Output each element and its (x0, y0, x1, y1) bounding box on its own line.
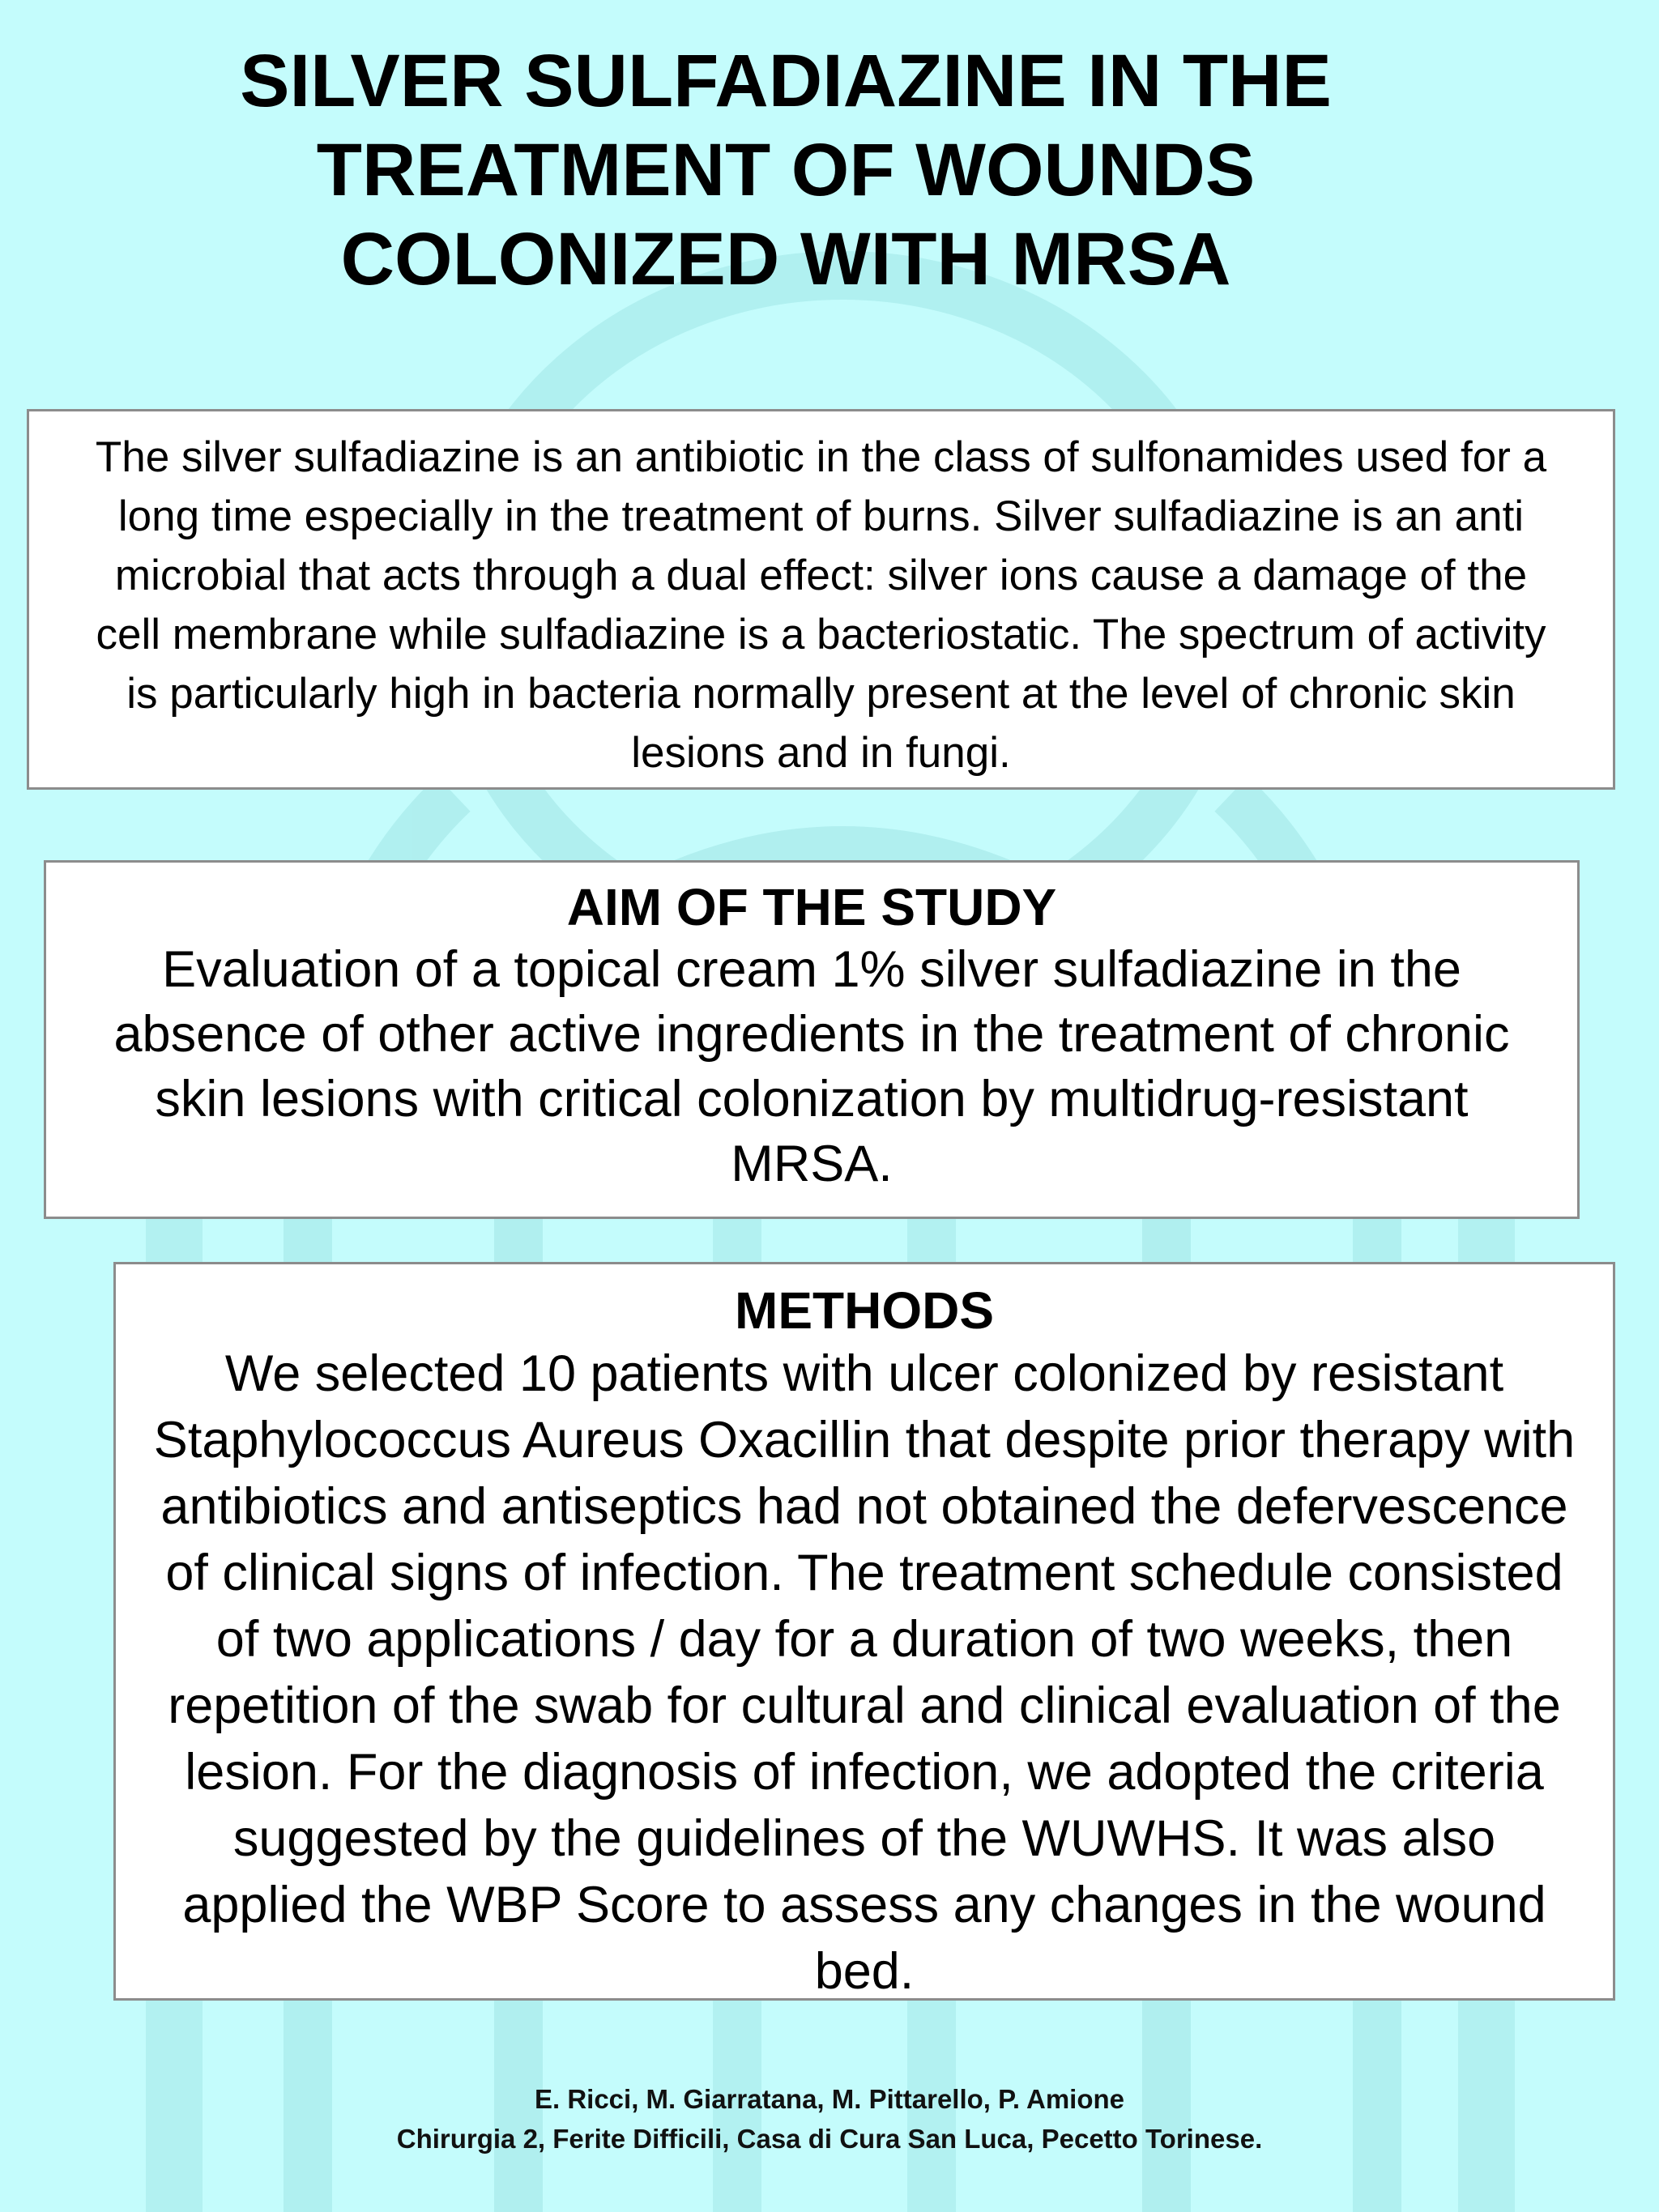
affiliation-line: Chirurgia 2, Ferite Difficili, Casa di Cura San Luca, Pecetto Torinese. (396, 2124, 1263, 2154)
aim-text: Evaluation of a topical cream 1% silver sulfadiazine in the absence of other active ingredients in the treatment of chronic skin lesions with critical colonization by multidrug-resistant MRSA. (113, 941, 1510, 1192)
methods-heading: METHODS (735, 1281, 994, 1340)
aim-heading: AIM OF THE STUDY (566, 878, 1057, 936)
methods-box (113, 1262, 1615, 2001)
introduction-text: The silver sulfadiazine is an antibiotic in the class of sulfonamides used for a long time especially in the treatment of burns. Silver sulfadiazine is an anti microbial that acts through a dual effect: silver ions cause a damage of the cell membrane while sulfadiazine is a bacteriostatic. The spectrum of activity is particularly high in bacteria normally present at the level of chronic skin lesions and in fungi. (95, 433, 1547, 777)
introduction-box (27, 409, 1615, 790)
authors-line: E. Ricci, M. Giarratana, M. Pittarello, P. Amione (534, 2084, 1125, 2114)
aim-of-study-box (44, 860, 1580, 1219)
methods-text: We selected 10 patients with ulcer colonized by resistant Staphylococcus Aureus Oxacillin that despite prior therapy with antibiotics and antiseptics had not obtained the defervescence of clinical signs of infection. The treatment schedule consisted of two applications / day for a duration of two weeks, then repetition of the swab for cultural and clinical evaluation of the lesion. For the diagnosis of infection, we adopted the criteria suggested by the guidelines of the WUWHS. It was also applied the WBP Score to assess any changes in the wound bed. (153, 1345, 1576, 2000)
poster-title: SILVER SULFADIAZINE IN THE TREATMENT OF WOUNDS COLONIZED WITH MRSA (240, 40, 1332, 300)
